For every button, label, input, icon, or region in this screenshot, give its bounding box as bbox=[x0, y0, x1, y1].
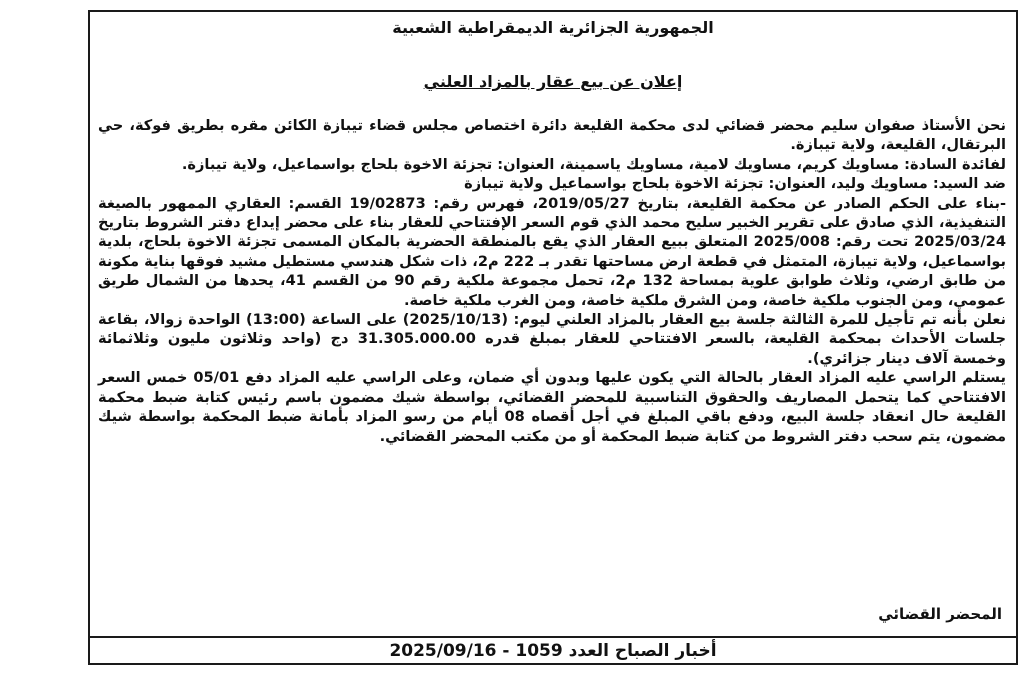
announcement-frame bbox=[88, 10, 1018, 665]
notice-title bbox=[90, 72, 1016, 91]
auction-date-paragraph: نعلن بأنه تم تأجيل للمرة الثالثة جلسة بيع العقار بالمزاد العلني ليوم: (2025/10/13) على الساعة (13:00) الواحدة زوالا، بقاعة جلسات الأحداث بمحكمة القليعة، بالسعر الافتتاحي للعقار بمبلغ قدره 31.305.000.00 دج (واحد وثلاثون مليون وثلاثمائة وخمسة آلاف دينار جزائري). bbox=[98, 311, 1007, 367]
newspaper-footer: أخبار الصباح العدد 1059 - 2025/09/16 bbox=[389, 641, 717, 661]
notice-title-text: إعلان عن بيع عقار بالمزاد العلني bbox=[423, 72, 683, 91]
beneficiaries-paragraph: لفائدة السادة: مساويك كريم، مساويك لامية، مساويك ياسمينة، العنوان: تجزئة الاخوة بلحاج بواسماعيل، ولاية تيبازة. bbox=[181, 155, 1006, 173]
property-paragraph: -بناء على الحكم الصادر عن محكمة القليعة، بتاريخ 2019/05/27، فهرس رقم: 19/02873 القسم: العقاري الممهور بالصيغة التنفيذية، الذي صادق على تقرير الخبير سليح محمد الذي قوم السعر الإفتتاحي للعقار بناء على محضر إيداع دفتر الشروط بتاريخ 2025/03/24 تحت رقم: 2025/008 المتعلق ببيع العقار الذي يقع بالمنطقة الحضرية بالمكان المسمى تجزئة الاخوة بلحاج، بلدية بواسماعيل، ولاية تيبازة، المتمثل في قطعة ارض مساحتها تقدر بـ 222 م2، ذات شكل هندسي مستطيل مشيد فوقها بناية مكونة من طابق ارضي، وثلاث طوابق علوية بمساحة 132 م2، تحمل مجموعة ملكية رقم 90 من القسم 41، يحدها من الشمال طريق عمومي، ومن الجنوب ملكية خاصة، ومن الشرق ملكية خاصة، ومن الغرب ملكية خاصة. bbox=[98, 194, 1007, 309]
signature: المحضر القضائي bbox=[878, 605, 1002, 623]
notice-body bbox=[98, 116, 1006, 446]
republic-header: الجمهورية الجزائرية الديمقراطية الشعبية bbox=[392, 18, 714, 37]
footer-divider bbox=[90, 636, 1016, 638]
conditions-paragraph: يستلم الراسي عليه المزاد العقار بالحالة التي يكون عليها وبدون أي ضمان، وعلى الراسي عليه المزاد دفع 05/01 خمس السعر الافتتاحي كما يتحمل المصاريف والحقوق التناسبية للمحضر القضائي، بواسطة شيك مضمون باسم رئيس كتابة ضبط محكمة القليعة حال انعقاد جلسة البيع، ودفع باقي المبلغ في أجل أقصاه 08 أيام من رسو المزاد بأمانة ضبط المحكمة بواسطة شيك مضمون، يتم سحب دفتر الشروط من كتابة ضبط المحكمة أو من مكتب المحضر القضائي. bbox=[98, 369, 1007, 445]
bailiff-paragraph: نحن الأستاذ صفوان سليم محضر قضائي لدى محكمة القليعة دائرة اختصاص مجلس قضاء تيبازة الكائن مقره بطريق فوكة، حي البرتقال، القليعة، ولاية تيبازة. bbox=[98, 117, 1006, 154]
defendant-paragraph: ضد السيد: مساويك وليد، العنوان: تجزئة الاخوة بلحاج بواسماعيل ولاية تيبازة bbox=[464, 175, 1006, 193]
